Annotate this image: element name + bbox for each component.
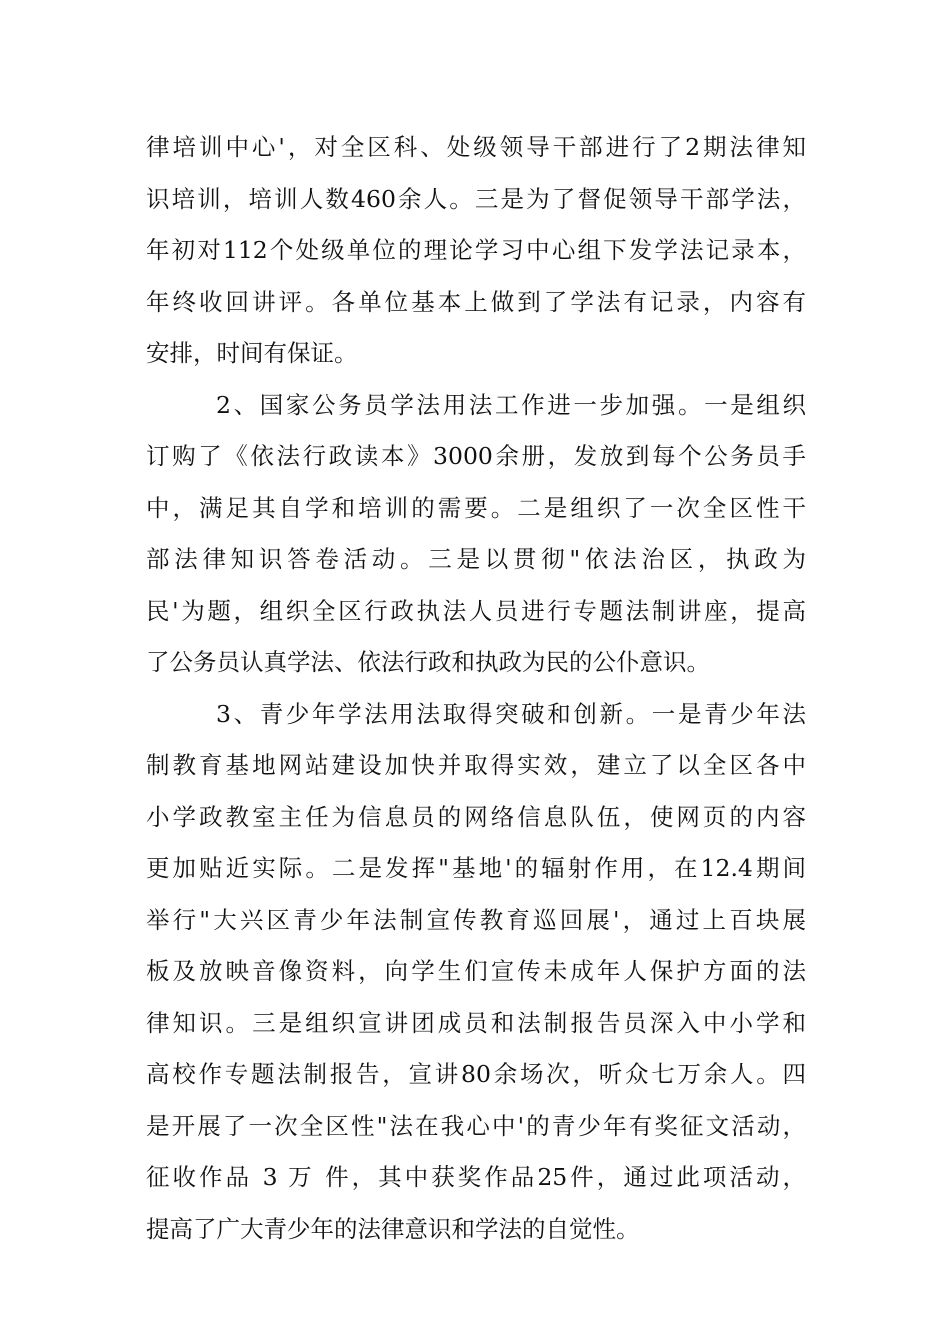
text-line: 律培训中心'，对全区科、处级领导干部进行了2期法律知 (146, 133, 806, 161)
text-line: 律知识。三是组织宣讲团成员和法制报告员深入中小学和 (146, 1008, 806, 1037)
paragraph-1 (146, 122, 806, 380)
text-line: 板及放映音像资料，向学生们宣传未成年人保护方面的法 (146, 957, 806, 985)
text-line: 民'为题，组织全区行政执法人员进行专题法制讲座，提高 (146, 596, 806, 625)
paragraph-3 (146, 689, 806, 1256)
text-line: 部法律知识答卷活动。三是以贯彻"依法治区，执政为 (146, 545, 806, 573)
text-line: 2、国家公务员学法用法工作进一步加强。一是组织 (216, 390, 806, 419)
text-line: 了公务员认真学法、依法行政和执政为民的公仆意识。 (146, 648, 710, 676)
document-body (146, 122, 806, 1255)
text-line: 征收作品 3 万 件，其中获奖作品25件，通过此项活动， (146, 1163, 806, 1191)
text-line: 年终收回讲评。各单位基本上做到了学法有记录，内容有 (146, 287, 806, 316)
text-line: 中，满足其自学和培训的需要。二是组织了一次全区性干 (146, 493, 806, 522)
paragraph-2 (146, 380, 806, 689)
text-line: 举行"大兴区青少年法制宣传教育巡回展'，通过上百块展 (146, 905, 806, 934)
text-line: 是开展了一次全区性"法在我心中'的青少年有奖征文活动， (146, 1111, 806, 1140)
text-line: 识培训，培训人数460余人。三是为了督促领导干部学法， (146, 184, 806, 213)
text-line: 制教育基地网站建设加快并取得实效，建立了以全区各中 (146, 751, 806, 779)
text-line: 安排，时间有保证。 (146, 339, 358, 367)
text-line: 提高了广大青少年的法律意识和学法的自觉性。 (146, 1214, 640, 1243)
text-line: 年初对112个处级单位的理论学习中心组下发学法记录本， (146, 236, 806, 264)
text-line: 更加贴近实际。二是发挥"基地'的辐射作用，在12.4期间 (146, 854, 806, 882)
text-line: 小学政教室主任为信息员的网络信息队伍，使网页的内容 (146, 802, 806, 831)
text-line: 订购了《依法行政读本》3000余册，发放到每个公务员手 (146, 442, 806, 470)
text-line: 3、青少年学法用法取得突破和创新。一是青少年法 (216, 699, 806, 728)
text-line: 高校作专题法制报告，宣讲80余场次，听众七万余人。四 (146, 1060, 806, 1088)
